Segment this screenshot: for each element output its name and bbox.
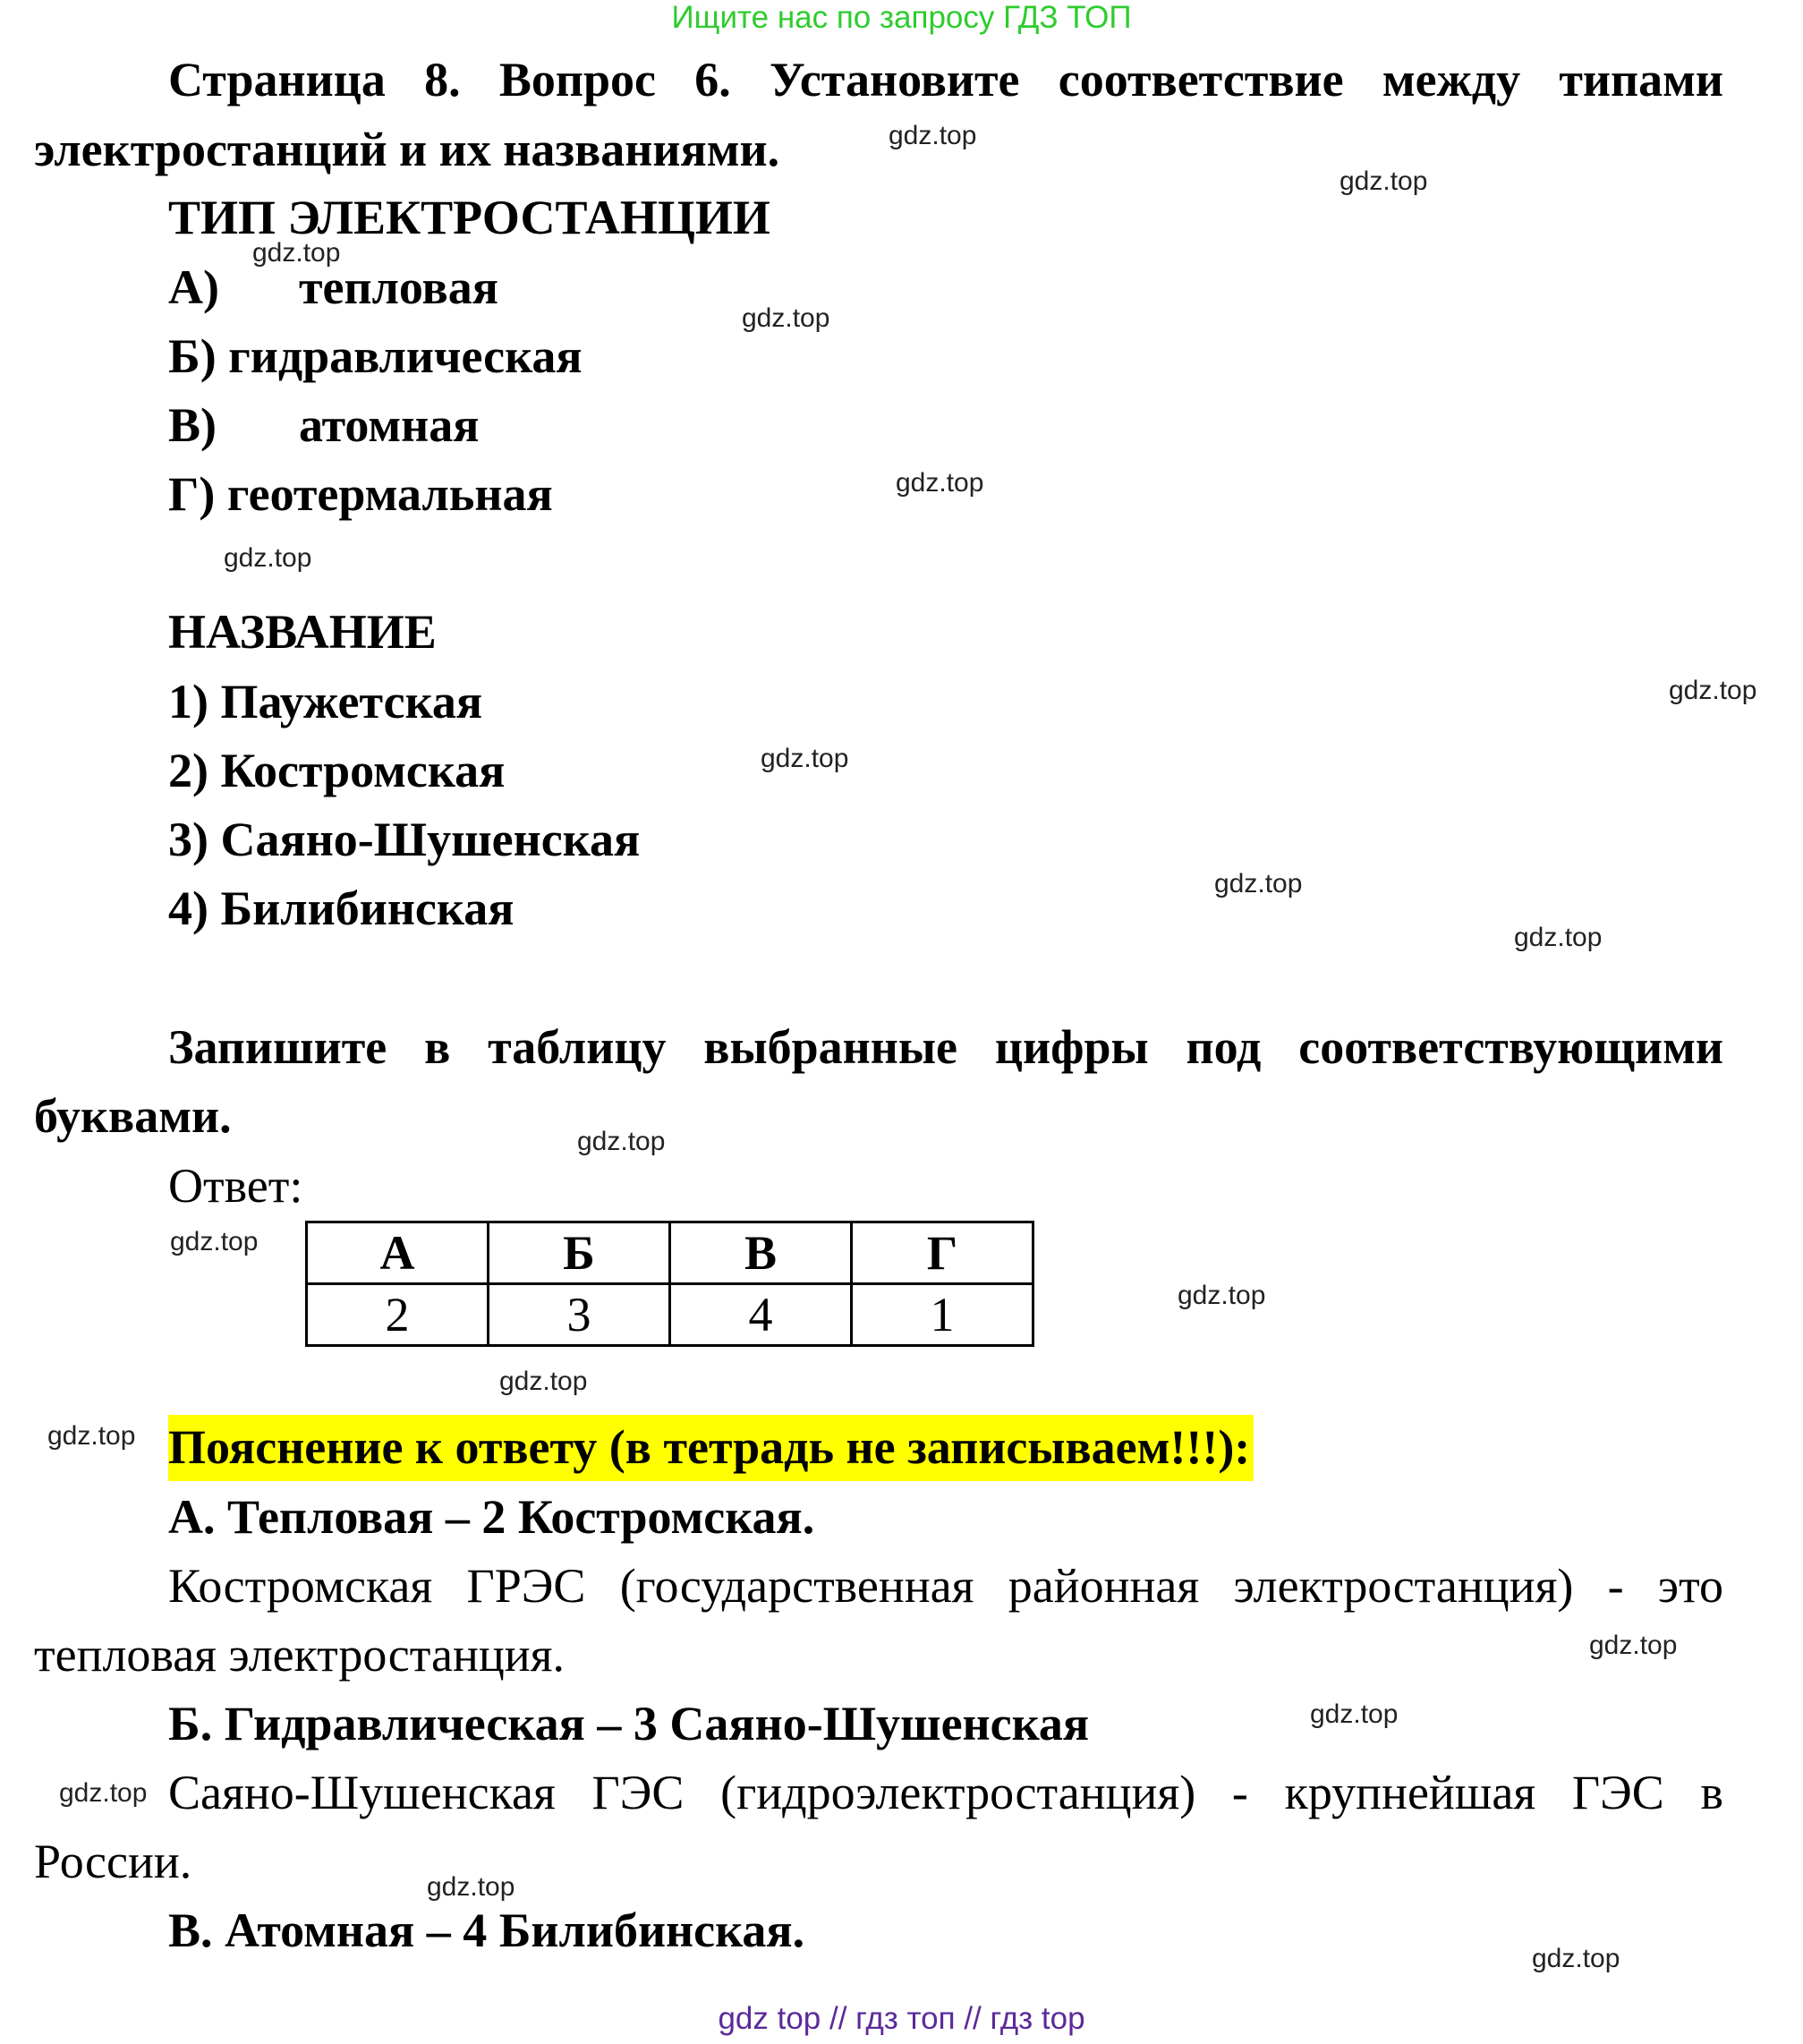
search-banner: Ищите нас по запросу ГДЗ ТОП: [671, 0, 1132, 35]
instruction-line-2: буквами.: [34, 1089, 232, 1143]
watermark: gdz.top: [1589, 1631, 1678, 1660]
name-item-2: 2) Костромская: [168, 744, 506, 797]
answer-label: Ответ:: [168, 1159, 303, 1213]
name-item-1: 1) Паужетская: [168, 675, 483, 728]
watermark: gdz.top: [427, 1872, 515, 1902]
explanation-b-text-1: Саяно-Шушенская ГЭС (гидроэлектростанция) - крупнейшая ГЭС в: [168, 1766, 1723, 1819]
answer-value-cell: 3: [489, 1284, 670, 1346]
answer-header-cell: Б: [489, 1222, 670, 1284]
answer-value-row: [307, 1284, 1033, 1346]
watermark: gdz.top: [577, 1127, 666, 1156]
type-label: тепловая: [299, 260, 498, 314]
highlighted-title: Пояснение к ответу (в тетрадь не записываем!!!):: [168, 1415, 1254, 1481]
explanation-a-text-2: тепловая электростанция.: [34, 1628, 565, 1682]
watermark: gdz.top: [170, 1227, 259, 1256]
type-item-b: [168, 329, 583, 383]
answer-table: [305, 1221, 1034, 1347]
type-item-a: [168, 260, 498, 314]
answer-value-cell: 4: [670, 1284, 852, 1346]
question-line-2: электростанций и их названиями.: [34, 123, 780, 176]
watermark: gdz.top: [896, 468, 984, 498]
watermark: gdz.top: [742, 303, 830, 333]
instruction-line-1: Запишите в таблицу выбранные цифры под соответствующими: [168, 1020, 1723, 1074]
watermark: gdz.top: [1214, 869, 1303, 899]
explanation-b-text-2: России.: [34, 1835, 192, 1888]
answer-header-cell: А: [307, 1222, 489, 1284]
type-letter: Б): [168, 329, 217, 383]
explanation-a-text-1: Костромская ГРЭС (государственная районная электростанция) - это: [168, 1559, 1723, 1613]
watermark: gdz.top: [499, 1367, 588, 1396]
type-label: атомная: [299, 398, 480, 452]
type-label: геотермальная: [226, 467, 553, 521]
type-letter: Г): [168, 467, 216, 521]
watermark: gdz.top: [1339, 166, 1428, 196]
footer-links: gdz top // гдз топ // гдз top: [718, 2001, 1085, 2036]
explanation-b-heading: Б. Гидравлическая – 3 Саяно-Шушенская: [168, 1697, 1090, 1750]
answer-value-cell: 1: [852, 1284, 1033, 1346]
types-heading: ТИП ЭЛЕКТРОСТАНЦИИ: [168, 191, 770, 244]
watermark: gdz.top: [47, 1421, 136, 1451]
watermark: gdz.top: [59, 1778, 148, 1808]
watermark: gdz.top: [1514, 923, 1603, 952]
watermark: gdz.top: [224, 543, 312, 573]
answer-value-cell: 2: [307, 1284, 489, 1346]
name-item-3: 3) Саяно-Шушенская: [168, 813, 641, 866]
watermark: gdz.top: [889, 121, 977, 150]
explanation-v-heading: В. Атомная – 4 Билибинская.: [168, 1903, 805, 1957]
type-label: гидравлическая: [228, 329, 583, 383]
answer-header-cell: В: [670, 1222, 852, 1284]
watermark: gdz.top: [252, 238, 341, 268]
answer-header-cell: Г: [852, 1222, 1033, 1284]
watermark: gdz.top: [1310, 1699, 1399, 1729]
watermark: gdz.top: [761, 744, 849, 773]
explanation-title: [168, 1420, 1254, 1474]
type-letter: В): [168, 398, 217, 452]
question-line-1: Страница 8. Вопрос 6. Установите соответствие между типами: [168, 53, 1723, 106]
watermark: gdz.top: [1669, 676, 1757, 705]
name-item-4: 4) Билибинская: [168, 881, 515, 935]
watermark: gdz.top: [1532, 1944, 1620, 1973]
type-item-v: [168, 398, 480, 452]
names-heading: НАЗВАНИЕ: [168, 605, 437, 659]
type-item-g: [168, 467, 553, 521]
explanation-a-heading: А. Тепловая – 2 Костромская.: [168, 1490, 815, 1544]
watermark: gdz.top: [1178, 1281, 1266, 1310]
answer-header-row: [307, 1222, 1033, 1284]
type-letter: А): [168, 260, 219, 314]
